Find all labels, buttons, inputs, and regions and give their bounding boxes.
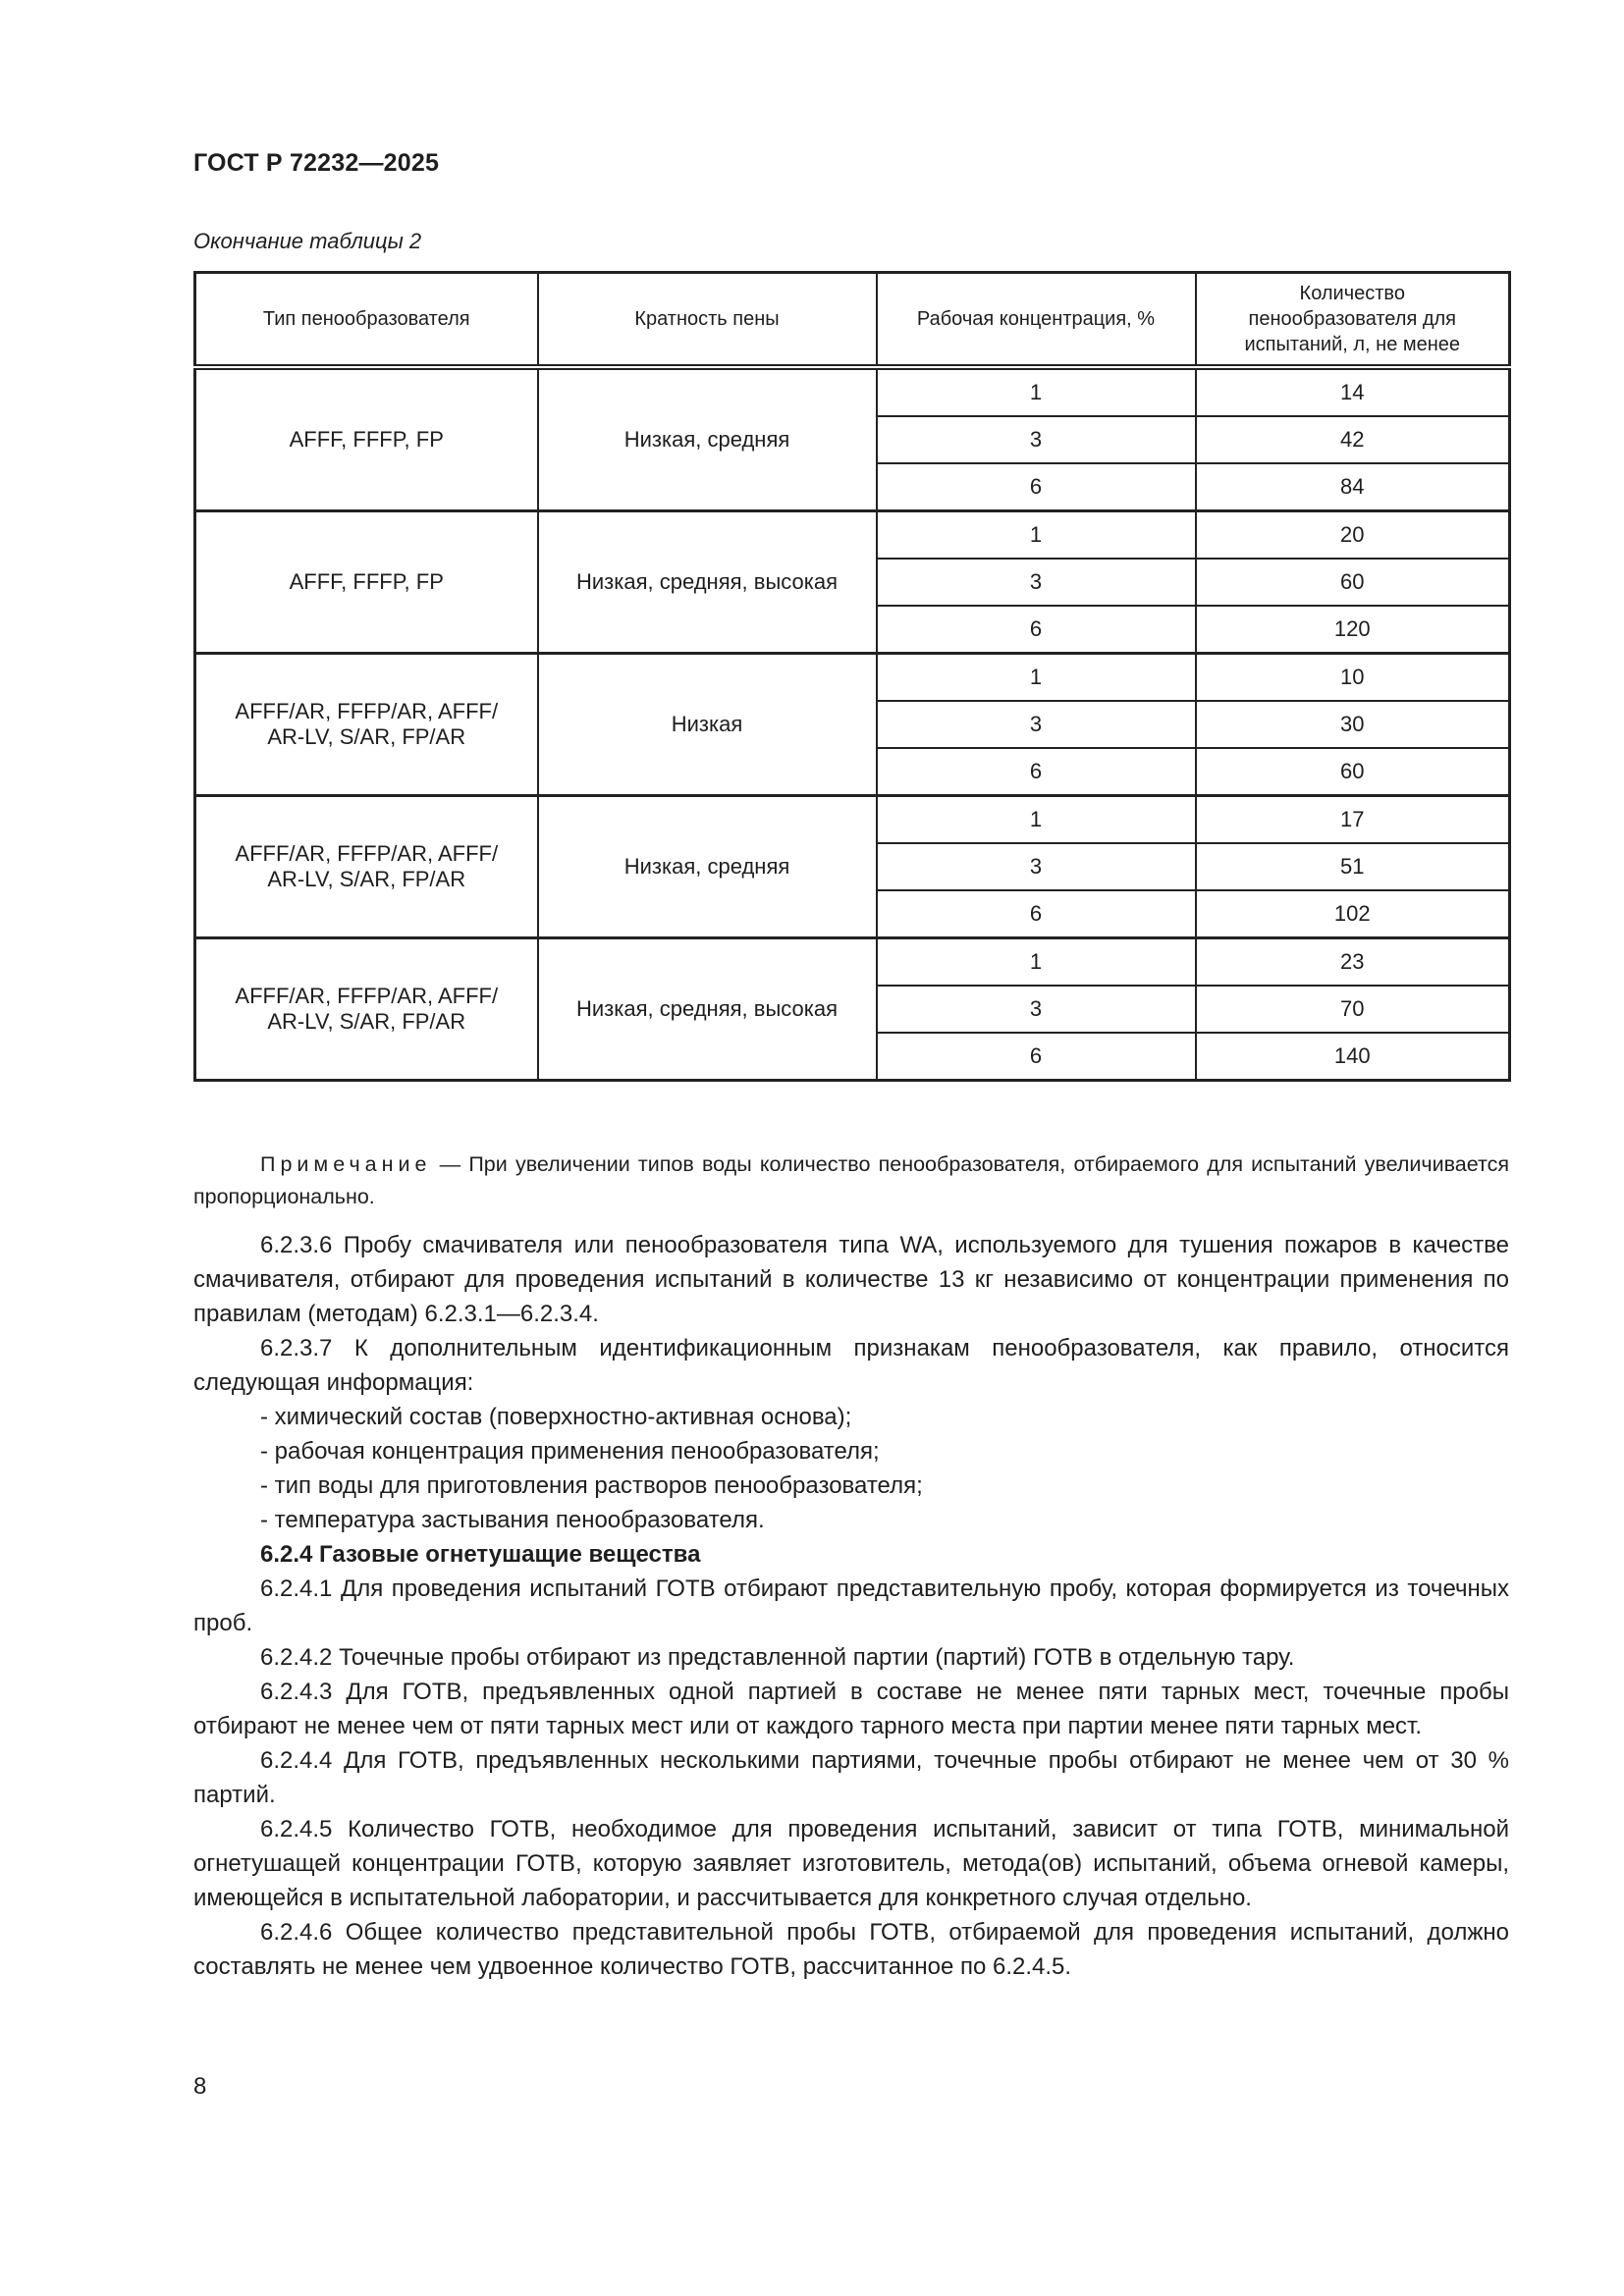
table-note (193, 1148, 1509, 1213)
body-section (193, 1228, 1509, 1984)
expansion-cell: Низкая (538, 654, 877, 796)
quantity-cell: 14 (1196, 367, 1510, 416)
foam-quantity-table (193, 271, 1511, 1082)
quantity-cell: 60 (1196, 748, 1510, 796)
paragraph-6-2-4-3: 6.2.4.3 Для ГОТВ, предъявленных одной партией в составе не менее пяти тарных мест, точечные пробы отбирают не менее чем от пяти тарных мест или от каждого тарного места при партии менее пяти тарных мест. (193, 1679, 1509, 1739)
concentration-cell: 6 (877, 748, 1196, 796)
quantity-cell: 30 (1196, 701, 1510, 748)
paragraph-6-2-3-6: 6.2.3.6 Пробу смачивателя или пенообразователя типа WA, используемого для тушения пожаров в качестве смачивателя, отбирают для проведения испытаний в количестве 13 кг независимо от концентрации применения по правилам (методам) 6.2.3.1—6.2.3.4. (193, 1232, 1509, 1327)
list-item: - температура застывания пенообразователя. (260, 1507, 765, 1533)
table-row (195, 511, 1510, 560)
column-header-foam-type: Тип пенообразователя (195, 273, 538, 368)
foam-type-cell: AFFF, FFFP, FP (195, 367, 538, 511)
note-paragraph (193, 1148, 1509, 1213)
quantity-cell: 70 (1196, 986, 1510, 1033)
list-item: - химический состав (поверхностно-активная основа); (260, 1404, 852, 1430)
column-header-quantity: Количество пенообразователя для испытаний, л, не менее (1196, 273, 1510, 368)
concentration-cell: 6 (877, 1033, 1196, 1081)
quantity-cell: 140 (1196, 1033, 1510, 1081)
expansion-cell: Низкая, средняя (538, 796, 877, 938)
concentration-cell: 3 (877, 416, 1196, 463)
concentration-cell: 1 (877, 367, 1196, 416)
note-label: Примечание (260, 1152, 432, 1176)
quantity-cell: 42 (1196, 416, 1510, 463)
expansion-cell: Низкая, средняя, высокая (538, 511, 877, 654)
table-row (195, 654, 1510, 702)
concentration-cell: 3 (877, 701, 1196, 748)
concentration-cell: 1 (877, 654, 1196, 702)
quantity-cell: 17 (1196, 796, 1510, 844)
paragraph-6-2-4-1: 6.2.4.1 Для проведения испытаний ГОТВ отбирают представительную пробу, которая формируется из точечных проб. (193, 1575, 1509, 1636)
page-number: 8 (193, 2073, 207, 2100)
quantity-cell: 102 (1196, 890, 1510, 938)
document-code: ГОСТ Р 72232—2025 (193, 149, 440, 177)
expansion-cell: Низкая, средняя (538, 367, 877, 511)
section-heading-6-2-4: 6.2.4 Газовые огнетушащие вещества (260, 1541, 701, 1568)
expansion-cell: Низкая, средняя, высокая (538, 938, 877, 1081)
table-header-row (195, 273, 1510, 368)
concentration-cell: 6 (877, 606, 1196, 654)
quantity-cell: 23 (1196, 938, 1510, 987)
concentration-cell: 3 (877, 559, 1196, 606)
quantity-cell: 51 (1196, 843, 1510, 890)
list-item: - рабочая концентрация применения пенообразователя; (260, 1438, 880, 1465)
paragraph-6-2-4-5: 6.2.4.5 Количество ГОТВ, необходимое для проведения испытаний, зависит от типа ГОТВ, минимальной огнетушащей концентрации ГОТВ, которую заявляет изготовитель, метода(ов) испытаний, объема огневой камеры, имеющейся в испытательной лаборатории, и рассчитывается для конкретного случая отдельно. (193, 1816, 1509, 1911)
paragraph-6-2-3-7: 6.2.3.7 К дополнительным идентификационным признакам пенообразователя, как правило, относится следующая информация: (193, 1335, 1509, 1396)
table-caption: Окончание таблицы 2 (193, 229, 422, 253)
list-item: - тип воды для приготовления растворов пенообразователя; (260, 1472, 923, 1499)
concentration-cell: 1 (877, 938, 1196, 987)
foam-type-cell: AFFF, FFFP, FP (195, 511, 538, 654)
concentration-cell: 6 (877, 463, 1196, 511)
paragraph-6-2-4-2: 6.2.4.2 Точечные пробы отбирают из представленной партии (партий) ГОТВ в отдельную тару. (260, 1644, 1295, 1671)
column-header-concentration: Рабочая концентрация, % (877, 273, 1196, 368)
concentration-cell: 1 (877, 511, 1196, 560)
concentration-cell: 6 (877, 890, 1196, 938)
column-header-expansion: Кратность пены (538, 273, 877, 368)
quantity-cell: 20 (1196, 511, 1510, 560)
note-text: — При увеличении типов воды количество пенообразователя, отбираемого для испытаний увеличивается пропорционально. (193, 1152, 1509, 1208)
table-row (195, 367, 1510, 416)
concentration-cell: 3 (877, 843, 1196, 890)
table-row (195, 796, 1510, 844)
quantity-cell: 84 (1196, 463, 1510, 511)
paragraph-6-2-4-6: 6.2.4.6 Общее количество представительной пробы ГОТВ, отбираемой для проведения испытаний, должно составлять не менее чем удвоенное количество ГОТВ, рассчитанное по 6.2.4.5. (193, 1919, 1509, 1980)
foam-type-cell: AFFF/AR, FFFP/AR, AFFF/ AR-LV, S/AR, FP/AR (195, 938, 538, 1081)
quantity-cell: 120 (1196, 606, 1510, 654)
foam-type-cell: AFFF/AR, FFFP/AR, AFFF/ AR-LV, S/AR, FP/AR (195, 654, 538, 796)
table-row (195, 938, 1510, 987)
quantity-cell: 60 (1196, 559, 1510, 606)
paragraph-6-2-4-4: 6.2.4.4 Для ГОТВ, предъявленных несколькими партиями, точечные пробы отбирают не менее чем от 30 % партий. (193, 1747, 1509, 1808)
quantity-cell: 10 (1196, 654, 1510, 702)
concentration-cell: 1 (877, 796, 1196, 844)
foam-type-cell: AFFF/AR, FFFP/AR, AFFF/ AR-LV, S/AR, FP/AR (195, 796, 538, 938)
concentration-cell: 3 (877, 986, 1196, 1033)
